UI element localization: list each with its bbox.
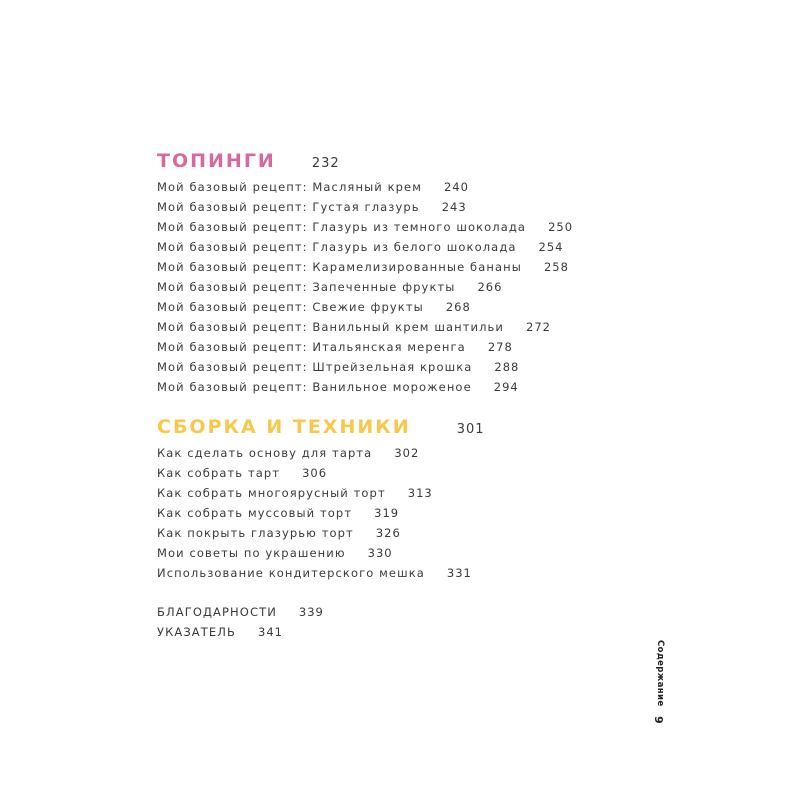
toc-entry <box>157 240 637 260</box>
toc-entry <box>157 526 637 546</box>
toc-entry-label: Мой базовый рецепт: Ванильный крем шантильи <box>157 320 504 334</box>
toc-entry-label: Мой базовый рецепт: Штрейзельная крошка <box>157 360 473 374</box>
toc-entry <box>157 566 637 586</box>
toc-entry-page: 254 <box>538 240 564 254</box>
toc-entry <box>157 200 637 220</box>
toc-entry <box>157 486 637 506</box>
toc-entry-label: БЛАГОДАРНОСТИ <box>157 605 277 619</box>
toc-entry <box>157 180 637 200</box>
toc-entry-page: 326 <box>375 526 401 540</box>
toc-entry-label: Как покрыть глазурью торт <box>157 526 354 540</box>
toc-entry-page: 339 <box>298 605 324 619</box>
toc-entry <box>157 506 637 526</box>
toc-entry-label: Мой базовый рецепт: Густая глазурь <box>157 200 420 214</box>
toc-entry-page: 306 <box>302 466 328 480</box>
section-spacer <box>157 586 637 605</box>
toc-entry-page: 288 <box>494 360 520 374</box>
toc-entry-page: 272 <box>526 320 551 334</box>
toc-entry <box>157 260 637 280</box>
section-heading-toppings <box>157 150 637 180</box>
toc-entry-label: Мои советы по украшению <box>157 546 346 560</box>
toc-entry-page: 331 <box>446 566 472 580</box>
section-title-toppings: ТОПИНГИ <box>157 150 276 172</box>
section-heading-assembly <box>157 416 637 446</box>
toc-entry-label: Мой базовый рецепт: Карамелизированные бананы <box>157 260 522 274</box>
toppings-entry-list <box>157 180 637 400</box>
toc-entry-label: Мой базовый рецепт: Глазурь из белого шоколада <box>157 240 517 254</box>
section-spacer <box>157 400 637 416</box>
table-of-contents <box>157 150 637 645</box>
section-title-assembly: СБОРКА И ТЕХНИКИ <box>157 416 411 438</box>
side-tab-label: Содержание <box>655 640 665 707</box>
assembly-entry-list <box>157 446 637 586</box>
toc-entry <box>157 220 637 240</box>
toc-entry-label: Как собрать муссовый торт <box>157 506 353 520</box>
toc-entry <box>157 360 637 380</box>
toc-entry-page: 266 <box>477 280 503 294</box>
toc-entry-label: Мой базовый рецепт: Глазурь из темного шоколада <box>157 220 527 234</box>
toc-entry-label: Как сделать основу для тарта <box>157 446 373 460</box>
toc-entry-page: 330 <box>367 546 393 560</box>
section-page-toppings: 232 <box>311 156 340 171</box>
toc-entry <box>157 446 637 466</box>
toc-entry-page: 319 <box>374 506 400 520</box>
toc-entry-label: УКАЗАТЕЛЬ <box>157 625 237 639</box>
toc-entry-acknowledgements <box>157 605 637 625</box>
toc-entry-page: 258 <box>543 260 569 274</box>
toc-entry-index <box>157 625 637 645</box>
toc-entry-label: Мой базовый рецепт: Запеченные фрукты <box>157 280 456 294</box>
toc-entry-page: 250 <box>548 220 574 234</box>
toc-entry <box>157 320 637 340</box>
toc-entry-page: 278 <box>487 340 513 354</box>
toc-entry-label: Мой базовый рецепт: Масляный крем <box>157 180 422 194</box>
toc-entry-page: 240 <box>443 180 469 194</box>
toc-entry-page: 302 <box>394 446 420 460</box>
toc-entry-label: Мой базовый рецепт: Свежие фрукты <box>157 300 424 314</box>
toc-entry <box>157 300 637 320</box>
toc-entry-page: 268 <box>445 300 471 314</box>
toc-entry-label: Использование кондитерского мешка <box>157 566 425 580</box>
toc-entry <box>157 546 637 566</box>
toc-entry <box>157 340 637 360</box>
extras-entry-list <box>157 605 637 645</box>
toc-entry <box>157 466 637 486</box>
page-number: 9 <box>652 716 665 724</box>
toc-entry-page: 341 <box>258 625 283 639</box>
toc-entry-page: 313 <box>407 486 433 500</box>
toc-entry <box>157 280 637 300</box>
toc-entry-page: 294 <box>493 380 519 394</box>
toc-entry-label: Как собрать многоярусный торт <box>157 486 386 500</box>
toc-entry <box>157 380 637 400</box>
toc-entry-label: Мой базовый рецепт: Ванильное мороженое <box>157 380 472 394</box>
section-page-assembly: 301 <box>456 422 485 437</box>
side-tab <box>651 640 665 740</box>
toc-entry-label: Мой базовый рецепт: Итальянская меренга <box>157 340 466 354</box>
toc-entry-label: Как собрать тарт <box>157 466 281 480</box>
toc-entry-page: 243 <box>441 200 467 214</box>
